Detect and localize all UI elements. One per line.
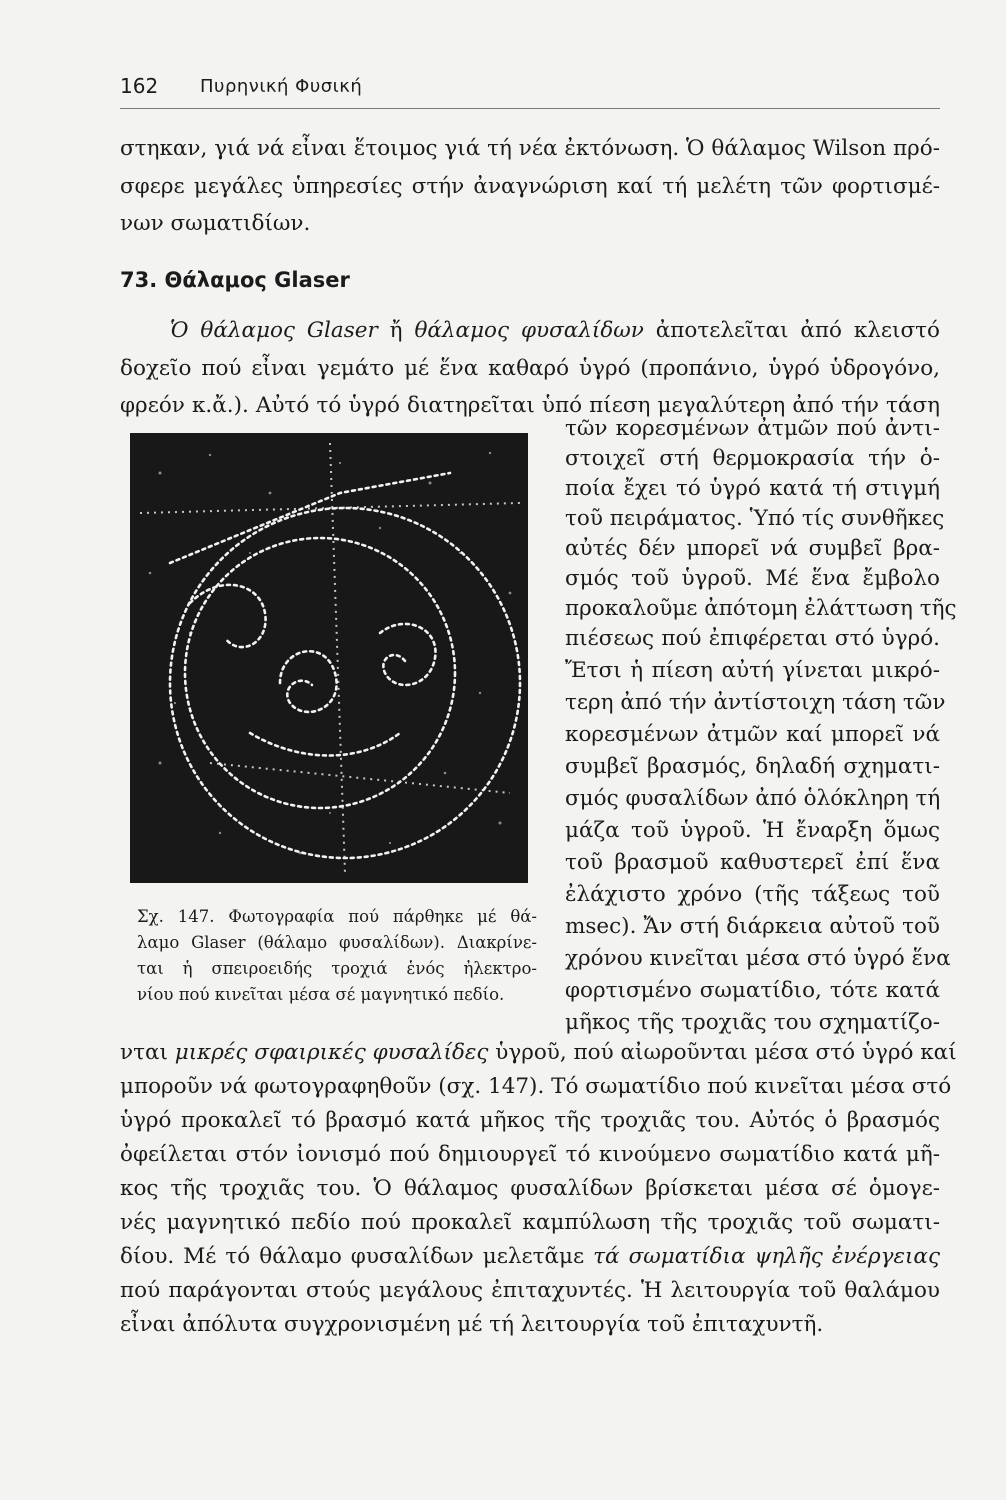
column-line: μῆκος τῆς τροχιᾶς του σχηματίζο- xyxy=(565,1010,940,1035)
figure-caption-line: ται ἡ σπειροειδής τροχιά ἑνός ἠλεκτρο- xyxy=(137,959,537,978)
column-line: ποία ἔχει τό ὑγρό κατά τή στιγμή xyxy=(565,476,940,501)
section-title: Θάλαμος Glaser xyxy=(164,268,350,292)
running-title: Πυρηνική Φυσική xyxy=(200,76,363,97)
term-high-energy-particles: τά σωματίδια ψηλῆς ἐνέργειας xyxy=(593,1244,940,1269)
text-line: πού παράγονται στούς μεγάλους ἐπιταχυντές. Ἡ λειτουργία τοῦ θαλάμου xyxy=(120,1278,940,1303)
page-number: 162 xyxy=(120,74,159,98)
text-line: δοχεῖο πού εἶναι γεμάτο μέ ἕνα καθαρό ὑγρό (προπάνιο, ὑγρό ὑδρογόνο, xyxy=(120,356,940,381)
text-line: φρεόν κ.ἄ.). Αὐτό τό ὑγρό διατηρεῖται ὑπό πίεση μεγαλύτερη ἀπό τήν τάση xyxy=(120,393,940,418)
text-span: δίου. Μέ τό θάλαμο φυσαλίδων μελετᾶμε xyxy=(120,1244,594,1269)
section-heading xyxy=(120,268,350,292)
column-line: κορεσμένων ἀτμῶν καί μπορεῖ νά xyxy=(565,722,940,747)
bubble-chamber-photo xyxy=(130,433,528,883)
page-header xyxy=(120,68,940,108)
text-span: ὑγροῦ, πού αἰωροῦνται μέσα στό ὑγρό καί xyxy=(488,1040,957,1065)
figure-caption-line: νίου πού κινεῖται μέσα σέ μαγνητικό πεδίο. xyxy=(137,985,505,1004)
text-line: σφερε μεγάλες ὑπηρεσίες στήν ἀναγνώριση καί τή μελέτη τῶν φορτισμέ- xyxy=(120,174,940,199)
column-line: Ἔτσι ἡ πίεση αὐτή γίνεται μικρό- xyxy=(565,658,940,683)
column-line: προκαλοῦμε ἀπότομη ἐλάττωση τῆς xyxy=(565,596,957,621)
term-bubble-chamber: θάλαμος φυσαλίδων xyxy=(414,318,644,343)
column-line: αὐτές δέν μπορεῖ νά συμβεῖ βρα- xyxy=(565,536,940,561)
column-line: ἐλάχιστο χρόνο (τῆς τάξεως τοῦ xyxy=(565,882,940,907)
figure-caption-line: Σχ. 147. Φωτογραφία πού πάρθηκε μέ θά- xyxy=(137,907,537,926)
column-line: msec). Ἄν στή διάρκεια αὐτοῦ τοῦ xyxy=(565,914,940,939)
text-line xyxy=(170,320,940,342)
term-glaser: Ὁ θάλαμος Glaser xyxy=(170,318,378,343)
text-line: νές μαγνητικό πεδίο πού προκαλεῖ καμπύλωση τῆς τροχιᾶς τοῦ σωματι- xyxy=(120,1210,940,1235)
column-line: τῶν κορεσμένων ἀτμῶν πού ἀντι- xyxy=(565,416,940,441)
column-line: τοῦ πειράματος. Ὑπό τίς συνθῆκες xyxy=(565,506,945,531)
term-spherical-bubbles: μικρές σφαιρικές φυσαλίδες xyxy=(174,1040,489,1065)
figure-caption-line: λαμο Glaser (θάλαμο φυσαλίδων). Διακρίνε- xyxy=(137,933,537,952)
header-rule xyxy=(120,108,940,109)
text-span: ἀποτελεῖται ἀπό κλειστό xyxy=(643,318,940,343)
text-line: στηκαν, γιά νά εἶναι ἕτοιμος γιά τή νέα ἐκτόνωση. Ὁ θάλαμος Wilson πρό- xyxy=(120,136,940,161)
text-line: κος τῆς τροχιᾶς του. Ὁ θάλαμος φυσαλίδων βρίσκεται μέσα σέ ὁμογε- xyxy=(120,1176,940,1201)
text-line xyxy=(120,1040,957,1065)
text-span: νται xyxy=(120,1040,175,1065)
column-line: μάζα τοῦ ὑγροῦ. Ἡ ἔναρξη ὅμως xyxy=(565,818,940,843)
column-line: σμός τοῦ ὑγροῦ. Μέ ἕνα ἔμβολο xyxy=(565,566,940,591)
column-line: στοιχεῖ στή θερμοκρασία τήν ὁ- xyxy=(565,446,940,471)
text-span: ἤ xyxy=(377,318,415,343)
text-line: εἶναι ἀπόλυτα συγχρονισμένη μέ τή λειτουργία τοῦ ἐπιταχυντῆ. xyxy=(120,1312,824,1337)
text-line: μποροῦν νά φωτογραφηθοῦν (σχ. 147). Τό σωματίδιο πού κινεῖται μέσα στό xyxy=(120,1074,952,1099)
column-line: συμβεῖ βρασμός, δηλαδή σχηματι- xyxy=(565,754,940,779)
text-line: νων σωματιδίων. xyxy=(120,211,311,236)
column-line: τερη ἀπό τήν ἀντίστοιχη τάση τῶν xyxy=(565,690,946,715)
text-line xyxy=(120,1246,940,1268)
text-line: ὀφείλεται στόν ἰονισμό πού δημιουργεῖ τό κινούμενο σωματίδιο κατά μῆ- xyxy=(120,1142,940,1167)
column-line: τοῦ βρασμοῦ καθυστερεῖ ἐπί ἕνα xyxy=(565,850,940,875)
section-number: 73. xyxy=(120,268,158,292)
column-line: πιέσεως πού ἐπιφέρεται στό ὑγρό. xyxy=(565,626,940,651)
text-line: ὑγρό προκαλεῖ τό βρασμό κατά μῆκος τῆς τροχιᾶς του. Αὐτός ὁ βρασμός xyxy=(120,1108,940,1133)
spiral-track-image xyxy=(130,433,528,883)
column-line: σμός φυσαλίδων ἀπό ὁλόκληρη τή xyxy=(565,786,941,811)
column-line: χρόνου κινεῖται μέσα στό ὑγρό ἕνα xyxy=(565,946,951,971)
column-line: φορτισμένο σωματίδιο, τότε κατά xyxy=(565,978,940,1003)
